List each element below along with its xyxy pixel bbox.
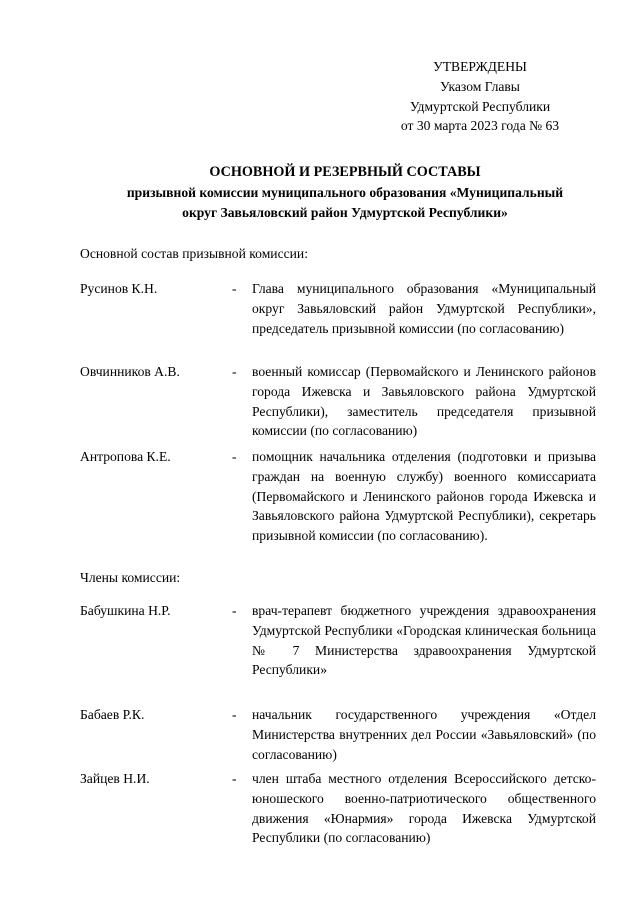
member-name: Зайцев Н.И. [80, 771, 150, 786]
member-name: Антропова К.Е. [80, 449, 171, 464]
title-main: ОСНОВНОЙ И РЕЗЕРВНЫЙ СОСТАВЫ [209, 164, 481, 180]
title-subtitle-line-2: округ Завьяловский район Удмуртской Республики» [182, 204, 508, 220]
member-entry [80, 705, 596, 764]
approval-line-republic: Удмуртской Республики [409, 98, 551, 114]
approval-line-approved: УТВЕРЖДЕНЫ [433, 59, 527, 74]
main-composition-heading: Основной состав призывной комиссии: [80, 246, 308, 261]
member-role: Глава муниципального образования «Муниципальный округ Завьяловский район Удмуртской Республики», председатель призывной комиссии (по согласованию) [252, 281, 596, 336]
member-dash: - [232, 281, 237, 296]
document-title [80, 163, 610, 222]
commission-members-heading: Члены комиссии: [80, 570, 181, 585]
member-dash: - [232, 364, 237, 379]
member-entry [80, 769, 596, 848]
member-entry [80, 362, 596, 441]
member-name: Овчинников А.В. [80, 364, 180, 379]
member-dash: - [232, 603, 237, 618]
member-dash: - [232, 449, 237, 464]
member-name: Бабушкина Н.Р. [80, 603, 171, 618]
approval-stamp-block [340, 57, 620, 136]
member-dash: - [232, 707, 237, 722]
approval-line-date: от 30 марта 2023 года № 63 [400, 118, 560, 134]
member-role: член штаба местного отделения Всероссийского детско-юношеского военно-патриотического общественного движения «Юнармия» города Ижевска Удмуртской Республики (по согласованию) [252, 771, 596, 846]
member-role: военный комиссар (Первомайского и Ленинского районов города Ижевска и Завьяловского района Удмуртской Республики), заместитель председателя призывной комиссии (по согласованию) [252, 364, 596, 439]
title-subtitle-line-1: призывной комиссии муниципального образования «Муниципальный [126, 184, 564, 200]
member-name: Русинов К.Н. [80, 281, 158, 296]
member-role: начальник государственного учреждения «Отдел Министерства внутренних дел России «Завьяловский» (по согласованию) [252, 707, 596, 762]
member-name: Бабаев Р.К. [80, 707, 145, 722]
member-role: помощник начальника отделения (подготовки и призыва граждан на военную службу) военного комиссариата (Первомайского и Ленинского районов города Ижевска и Завьяловского района Удмуртской Республики), секретарь призывной комиссии (по согласованию). [252, 449, 596, 544]
approval-line-decree: Указом Главы [440, 78, 520, 94]
member-entry [80, 279, 596, 338]
member-entry [80, 447, 596, 546]
member-role: врач-терапевт бюджетного учреждения здравоохранения Удмуртской Республики «Городская клиническая больница № 7 Министерства здравоохранения Удмуртской Республики» [252, 603, 596, 678]
member-entry [80, 601, 596, 680]
member-dash: - [232, 771, 237, 786]
